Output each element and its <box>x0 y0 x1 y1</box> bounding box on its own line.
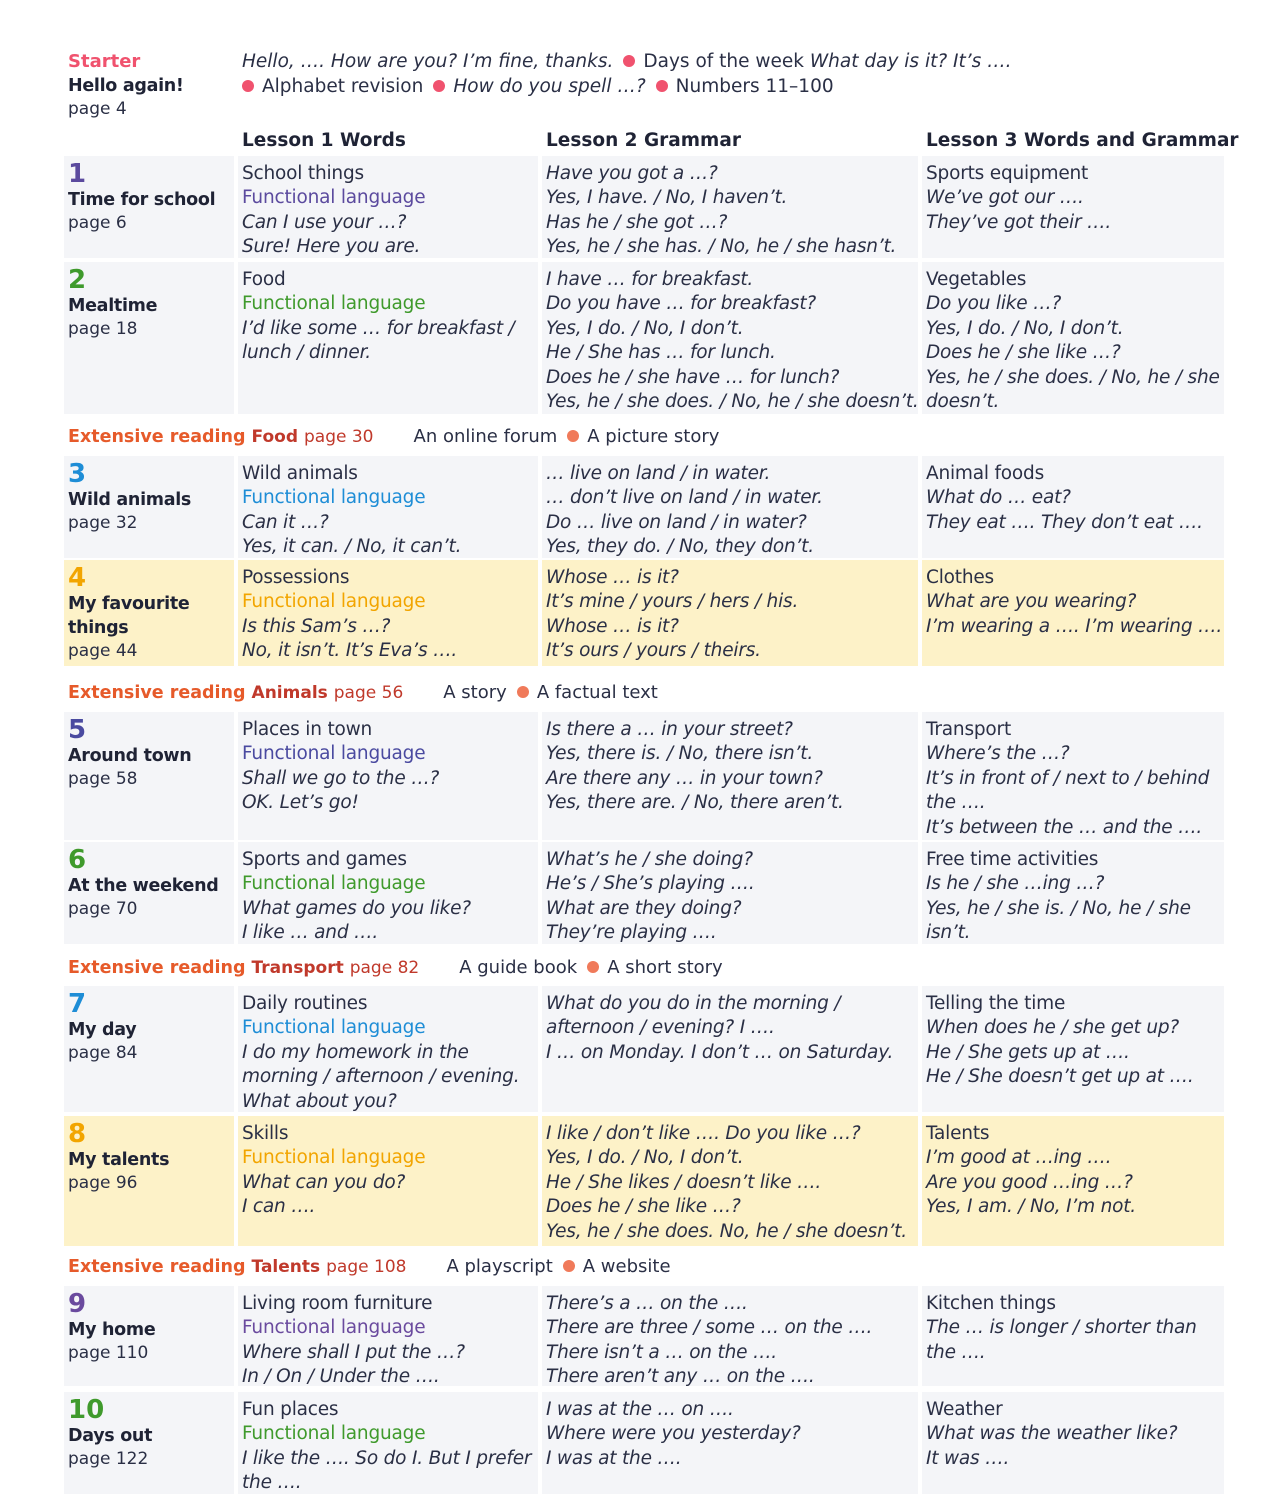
functional-language-label: Functional language <box>242 743 426 765</box>
starter-line-2 <box>242 75 834 100</box>
bullet-icon <box>433 80 445 92</box>
starter-greeting: Hello, …. How are you? I’m fine, thanks. <box>242 51 614 72</box>
lesson-line: Free time activities <box>926 849 1099 870</box>
extensive-reading-2 <box>68 680 658 706</box>
extensive-reading-text-a: A guide book <box>459 957 578 978</box>
unit-title: My favourite <box>68 594 190 614</box>
unit-title: My talents <box>68 1150 170 1170</box>
unit-7-lesson3 <box>926 992 1224 1090</box>
lesson-line: Clothes <box>926 567 994 588</box>
unit-2-lesson2 <box>546 268 919 414</box>
unit-title: Days out <box>68 1426 153 1446</box>
lesson-line: Yes, he / she does. No, he / she doesn’t. <box>546 1220 907 1242</box>
lesson-line: Animal foods <box>926 463 1045 484</box>
lesson-line: What do … eat? <box>926 487 1071 509</box>
lesson-line: When does he / she get up? <box>926 1017 1180 1039</box>
extensive-reading-page: page 82 <box>349 958 420 978</box>
unit-6-heading <box>68 846 228 920</box>
unit-page: page 44 <box>68 641 138 661</box>
unit-6-lesson2 <box>546 848 914 946</box>
lesson-line: What about you? <box>242 1090 397 1112</box>
lesson-line: Yes, I am. / No, I’m not. <box>926 1196 1136 1218</box>
unit-5-lesson2 <box>546 718 914 816</box>
unit-page: page 18 <box>68 319 138 339</box>
lesson-line: School things <box>242 163 364 184</box>
unit-1-lesson3 <box>926 162 1224 235</box>
unit-9-lesson2 <box>546 1292 914 1390</box>
unit-2-lesson3 <box>926 268 1224 414</box>
unit-title: Around town <box>68 746 192 766</box>
lesson-line: I’d like some … for breakfast / <box>242 317 515 339</box>
unit-number: 10 <box>68 1395 105 1425</box>
unit-number: 6 <box>68 845 87 875</box>
lesson-line: the …. <box>926 1341 986 1363</box>
extensive-reading-text-a: A playscript <box>446 1256 553 1277</box>
lesson-line: Does he / she like …? <box>546 1196 741 1218</box>
extensive-reading-label: Extensive reading <box>68 1257 246 1277</box>
unit-number: 7 <box>68 989 87 1019</box>
unit-7-lesson2 <box>546 992 914 1065</box>
lesson-line: He / She likes / doesn’t like …. <box>546 1171 822 1193</box>
lesson-line: Are there any … in your town? <box>546 767 823 789</box>
lesson-line: I like … and …. <box>242 922 379 944</box>
lesson2-header: Lesson 2 Grammar <box>546 130 741 151</box>
lesson-line: It’s ours / yours / theirs. <box>546 640 761 662</box>
lesson-line: I have … for breakfast. <box>546 269 754 290</box>
lesson-line: … live on land / in water. <box>546 463 771 484</box>
lesson-line: I like the …. So do I. But I prefer <box>242 1447 532 1469</box>
functional-language-label: Functional language <box>242 187 426 209</box>
lesson-line: Living room furniture <box>242 1293 433 1314</box>
lesson-line: Daily routines <box>242 993 368 1014</box>
unit-number: 5 <box>68 715 87 745</box>
extensive-reading-1 <box>68 424 719 450</box>
lesson-line: They’re playing …. <box>546 922 717 944</box>
lesson-line: Does he / she like …? <box>926 342 1121 364</box>
lesson-line: Food <box>242 269 286 290</box>
functional-language-label: Functional language <box>242 1017 426 1039</box>
starter-days-question: What day is it? It’s …. <box>809 51 1012 72</box>
lesson-line: Are you good …ing …? <box>926 1171 1133 1193</box>
lesson-line: Do you like …? <box>926 293 1062 315</box>
lesson-line: morning / afternoon / evening. <box>242 1066 520 1088</box>
lesson-line: What are you wearing? <box>926 591 1137 613</box>
extensive-reading-text-b: A short story <box>607 957 723 978</box>
extensive-reading-page: page 56 <box>333 683 404 703</box>
unit-4-lesson2 <box>546 566 914 664</box>
lesson-line: I was at the … on …. <box>546 1399 734 1420</box>
unit-9-heading <box>68 1290 228 1364</box>
unit-4-lesson3 <box>926 566 1224 639</box>
lesson-line: What do you do in the morning / <box>546 993 841 1014</box>
lesson-line: isn’t. <box>926 922 971 944</box>
unit-title: things <box>68 618 129 638</box>
lesson-line: There are three / some … on the …. <box>546 1317 873 1339</box>
lesson-line: OK. Let’s go! <box>242 792 359 814</box>
lesson-line: Yes, he / she does. / No, he / she <box>926 366 1220 388</box>
extensive-reading-topic: Animals <box>251 683 328 703</box>
extensive-reading-page: page 30 <box>304 427 374 447</box>
bullet-icon <box>563 1260 575 1272</box>
lesson-line: Places in town <box>242 719 373 740</box>
lesson-line: I was at the …. <box>546 1447 682 1469</box>
lesson-line: Weather <box>926 1399 1003 1420</box>
lesson-line: Yes, I do. / No, I don’t. <box>546 317 744 339</box>
extensive-reading-3 <box>68 955 723 981</box>
lesson-line: Shall we go to the …? <box>242 767 440 789</box>
lesson-line: What can you do? <box>242 1171 406 1193</box>
lesson-line: Fun places <box>242 1399 339 1420</box>
lesson-line: Sports and games <box>242 849 407 870</box>
extensive-reading-topic: Food <box>251 427 298 447</box>
extensive-reading-text-a: An online forum <box>413 426 558 447</box>
lesson-line: Is this Sam’s …? <box>242 615 391 637</box>
unit-2-lesson1 <box>242 268 534 366</box>
extensive-reading-4 <box>68 1254 671 1280</box>
lesson-line: Whose … is it? <box>546 567 679 588</box>
starter-spell: How do you spell …? <box>453 76 646 97</box>
lesson-line: the …. <box>926 792 986 814</box>
lesson-line: Vegetables <box>926 269 1027 290</box>
lesson-line: Talents <box>926 1123 990 1144</box>
unit-number: 4 <box>68 563 87 593</box>
lesson-line: I can …. <box>242 1196 316 1218</box>
extensive-reading-page: page 108 <box>326 1257 407 1277</box>
unit-1-heading <box>68 160 228 234</box>
lesson-line: It’s between the … and the …. <box>926 816 1203 838</box>
unit-3-lesson3 <box>926 462 1224 535</box>
lesson-line: Skills <box>242 1123 289 1144</box>
unit-4-heading <box>68 564 228 662</box>
unit-10-heading <box>68 1396 228 1470</box>
unit-number: 1 <box>68 159 87 189</box>
bullet-icon <box>623 55 635 67</box>
lesson-line: It was …. <box>926 1447 1010 1469</box>
lesson-line: Where shall I put the …? <box>242 1341 465 1363</box>
lesson-line: He / She gets up at …. <box>926 1041 1130 1063</box>
unit-page: page 70 <box>68 899 138 919</box>
lesson-line: They’ve got their …. <box>926 211 1112 233</box>
lesson-line: What games do you like? <box>242 897 471 919</box>
starter-title: Hello again! <box>68 76 184 96</box>
lesson-line: Yes, there are. / No, there aren’t. <box>546 792 844 814</box>
lesson-line: Can it …? <box>242 511 329 533</box>
functional-language-label: Functional language <box>242 487 426 509</box>
lesson-line: Sports equipment <box>926 163 1089 184</box>
lesson-line: doesn’t. <box>926 391 1000 413</box>
lesson-line: There’s a … on the …. <box>546 1293 748 1314</box>
bullet-icon <box>656 80 668 92</box>
unit-2-heading <box>68 266 228 340</box>
lesson-line: He’s / She’s playing …. <box>546 873 755 895</box>
lesson-line: He / She doesn’t get up at …. <box>926 1066 1194 1088</box>
unit-title: Mealtime <box>68 296 158 316</box>
lesson-line: What was the weather like? <box>926 1423 1178 1445</box>
lesson-line: Do … live on land / in water? <box>546 511 807 533</box>
functional-language-label: Functional language <box>242 1147 426 1169</box>
unit-number: 3 <box>68 459 87 489</box>
unit-8-lesson1 <box>242 1122 534 1220</box>
lesson-line: There aren’t any … on the …. <box>546 1366 815 1388</box>
lesson-line: Yes, it can. / No, it can’t. <box>242 536 462 558</box>
bullet-icon <box>517 686 529 698</box>
lesson-line: Wild animals <box>242 463 358 484</box>
unit-title: Wild animals <box>68 490 192 510</box>
bullet-icon <box>587 961 599 973</box>
unit-5-heading <box>68 716 228 790</box>
unit-title: My home <box>68 1320 156 1340</box>
lesson3-header: Lesson 3 Words and Grammar <box>926 130 1239 151</box>
starter-days-label: Days of the week <box>643 51 810 72</box>
extensive-reading-label: Extensive reading <box>68 958 246 978</box>
unit-4-lesson1 <box>242 566 534 664</box>
starter-label: Starter <box>68 51 141 72</box>
unit-10-lesson1 <box>242 1398 534 1496</box>
lesson-line: the …. <box>242 1472 302 1494</box>
unit-6-lesson1 <box>242 848 534 946</box>
unit-number: 9 <box>68 1289 87 1319</box>
unit-9-lesson1 <box>242 1292 534 1390</box>
unit-7-heading <box>68 990 228 1064</box>
unit-number: 8 <box>68 1119 87 1149</box>
lesson-line: Is he / she …ing …? <box>926 873 1105 895</box>
lesson-line: Whose … is it? <box>546 615 679 637</box>
lesson-line: What’s he / she doing? <box>546 849 753 870</box>
lesson-line: In / On / Under the …. <box>242 1366 440 1388</box>
unit-1-lesson1 <box>242 162 534 260</box>
lesson-line: I’m good at …ing …. <box>926 1147 1112 1169</box>
unit-6-lesson3 <box>926 848 1224 946</box>
lesson-line: Yes, I do. / No, I don’t. <box>926 317 1124 339</box>
unit-5-lesson3 <box>926 718 1224 840</box>
lesson-line: The … is longer / shorter than <box>926 1317 1197 1339</box>
lesson-line: I … on Monday. I don’t … on Saturday. <box>546 1041 894 1063</box>
unit-3-lesson2 <box>546 462 914 560</box>
unit-5-lesson1 <box>242 718 534 816</box>
extensive-reading-label: Extensive reading <box>68 427 246 447</box>
unit-page: page 6 <box>68 213 127 233</box>
unit-page: page 84 <box>68 1043 138 1063</box>
unit-page: page 96 <box>68 1173 138 1193</box>
lesson-line: Kitchen things <box>926 1293 1056 1314</box>
lesson-line: Yes, I have. / No, I haven’t. <box>546 187 788 209</box>
lesson-line: Transport <box>926 719 1012 740</box>
unit-title: At the weekend <box>68 876 219 896</box>
unit-10-lesson3 <box>926 1398 1224 1471</box>
lesson-line: Possessions <box>242 567 350 588</box>
lesson-line: Has he / she got …? <box>546 211 728 233</box>
extensive-reading-text-a: A story <box>443 682 507 703</box>
unit-1-lesson2 <box>546 162 914 260</box>
unit-8-lesson3 <box>926 1122 1224 1220</box>
extensive-reading-label: Extensive reading <box>68 683 246 703</box>
lesson-line: Yes, there is. / No, there isn’t. <box>546 743 813 765</box>
functional-language-label: Functional language <box>242 873 426 895</box>
extensive-reading-text-b: A factual text <box>536 682 658 703</box>
unit-8-heading <box>68 1120 228 1194</box>
unit-3-lesson1 <box>242 462 534 560</box>
lesson1-header: Lesson 1 Words <box>242 130 406 151</box>
lesson-line: I’m wearing a …. I’m wearing …. <box>926 615 1223 637</box>
lesson-line: I like / don’t like …. Do you like …? <box>546 1123 861 1144</box>
starter-numbers: Numbers 11–100 <box>675 76 834 97</box>
functional-language-label: Functional language <box>242 1317 426 1339</box>
starter-page: page 4 <box>68 99 127 119</box>
lesson-line: Yes, he / she has. / No, he / she hasn’t. <box>546 236 897 258</box>
functional-language-label: Functional language <box>242 591 426 613</box>
extensive-reading-text-b: A website <box>582 1256 671 1277</box>
starter-alphabet: Alphabet revision <box>262 76 424 97</box>
lesson-line: … don’t live on land / in water. <box>546 487 823 509</box>
unit-9-lesson3 <box>926 1292 1224 1365</box>
lesson-line: Where were you yesterday? <box>546 1423 801 1445</box>
lesson-line: They eat …. They don’t eat …. <box>926 511 1203 533</box>
starter-line-1 <box>242 50 1012 75</box>
lesson-line: What are they doing? <box>546 897 742 919</box>
extensive-reading-topic: Talents <box>251 1257 321 1277</box>
unit-8-lesson2 <box>546 1122 914 1244</box>
bullet-icon <box>567 430 579 442</box>
lesson-line: Yes, they do. / No, they don’t. <box>546 536 814 558</box>
unit-page: page 122 <box>68 1449 149 1469</box>
functional-language-label: Functional language <box>242 293 426 315</box>
lesson-line: It’s mine / yours / hers / his. <box>546 591 799 613</box>
unit-7-lesson1 <box>242 992 534 1114</box>
unit-number: 2 <box>68 265 87 295</box>
extensive-reading-text-b: A picture story <box>587 426 720 447</box>
lesson-line: It’s in front of / next to / behind <box>926 767 1210 789</box>
lesson-line: No, it isn’t. It’s Eva’s …. <box>242 640 458 662</box>
unit-page: page 32 <box>68 513 138 533</box>
lesson-line: Where’s the …? <box>926 743 1070 765</box>
lesson-line: Does he / she have … for lunch? <box>546 366 840 388</box>
lesson-line: Can I use your …? <box>242 211 407 233</box>
lesson-line: I do my homework in the <box>242 1041 469 1063</box>
unit-10-lesson2 <box>546 1398 914 1471</box>
bullet-icon <box>242 80 254 92</box>
lesson-line: We’ve got our …. <box>926 187 1084 209</box>
lesson-line: Is there a … in your street? <box>546 719 793 740</box>
lesson-line: Sure! Here you are. <box>242 236 421 258</box>
lesson-line: afternoon / evening? I …. <box>546 1017 775 1039</box>
lesson-line: Do you have … for breakfast? <box>546 293 817 315</box>
extensive-reading-topic: Transport <box>251 958 344 978</box>
unit-title: My day <box>68 1020 137 1040</box>
unit-page: page 110 <box>68 1343 149 1363</box>
lesson-line: lunch / dinner. <box>242 342 371 364</box>
unit-page: page 58 <box>68 769 138 789</box>
functional-language-label: Functional language <box>242 1423 426 1445</box>
unit-3-heading <box>68 460 228 534</box>
lesson-line: Telling the time <box>926 993 1066 1014</box>
lesson-line: Yes, he / she is. / No, he / she <box>926 897 1191 919</box>
lesson-line: Yes, he / she does. / No, he / she doesn’t. <box>546 391 919 413</box>
unit-title: Time for school <box>68 190 216 210</box>
lesson-line: Have you got a …? <box>546 163 718 184</box>
starter-unit <box>68 50 228 120</box>
lesson-line: He / She has … for lunch. <box>546 342 776 364</box>
lesson-line: There isn’t a … on the …. <box>546 1341 777 1363</box>
lesson-line: Yes, I do. / No, I don’t. <box>546 1147 744 1169</box>
